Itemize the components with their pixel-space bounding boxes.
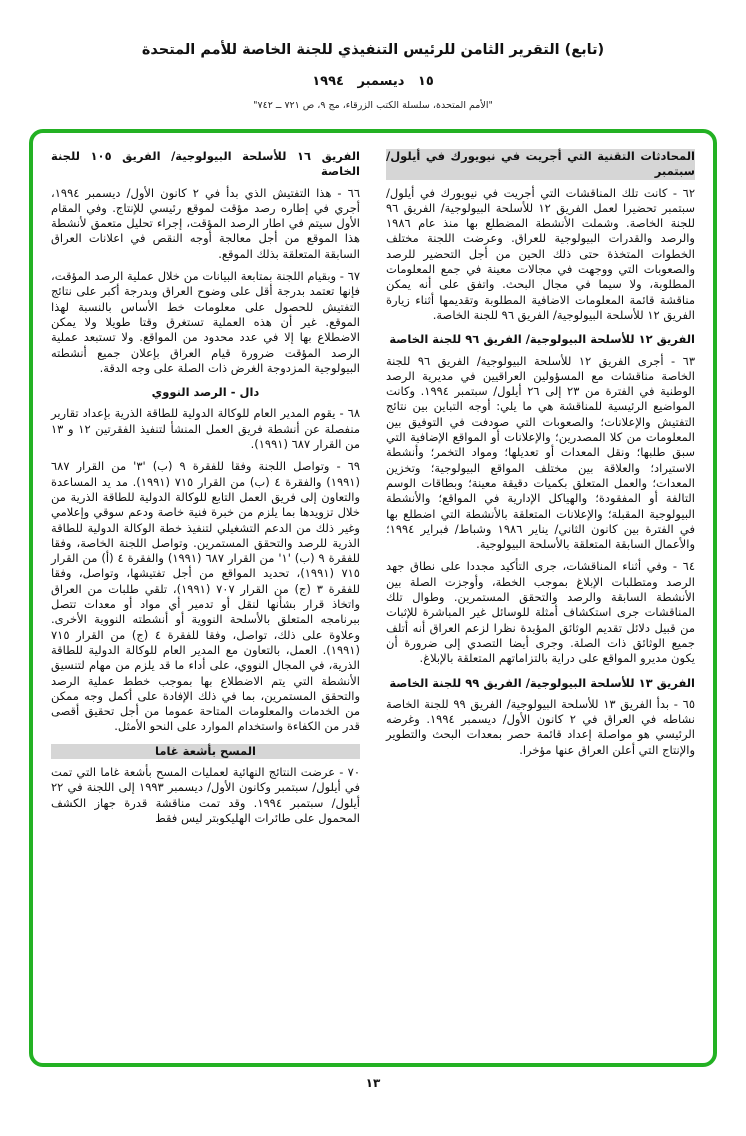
paragraph-70: ٧٠ - عرضت النتائج النهائية لعمليات المسح بأشعة غاما التي تمت في أيلول/ سبتمبر وكانون الأول/ ديسمبر ١٩٩٣ إلى اللجنة في ٢٢ أيلول/ سبتمبر ١٩٩٤. وقد تمت مناقشة قدرة جهاز الكشف المحمول على طائرات الهليكوبتر ليس فقط <box>51 764 360 825</box>
document-header <box>0 42 746 111</box>
section-heading-gamma-survey: المسح بأشعة غاما <box>51 744 360 759</box>
section-heading-team-16: الفريق ١٦ للأسلحة البيولوجية/ الفريق ١٠٥ للجنة الخاصة <box>51 149 361 179</box>
paragraph-69: ٦٩ - وتواصل اللجنة وفقا للفقرة ٩ (ب) '٣' من القرار ٦٨٧ (١٩٩١) والفقرة ٤ (ب) من القرار ٧١٥ (١٩٩١). مد يد المساعدة والتعاون إلى فريق العمل التابع للوكالة الدولية للطاقة الذرية من خلال تزويدها بما يلزم من خبرة فنية خاصة ودعم سوقي وإعلامي وغير ذلك من الدعم التشغيلي لتنفيذ خطة الوكالة الدولية للطاقة الذرية للرصد والتحقق المستمرين. وتواصل اللجنة الخاصة، وفقا للفقرة ٩ (ب) '١' من القرار ٦٨٧ (١٩٩١) والفقرة ٤ (أ) من القرار ٧١٥ (١٩٩١)، تحديد المواقع من أجل تفتيشها، وتواصل، وفقا للفقرة ٣ (ج) من القرار ٧٠٧ (١٩٩١)، تلقي طلبات من العراق واتخاذ قرار بشأنها لنقل أو تدمير أي مواد أو معدات تتصل ببرنامجه المتعلق بالأسلحة النووية أو أنشطته النووية الأخرى. وعلاوة على ذلك، تواصل، وفقا للفقرة ٤ (ج) من القرار ٧١٥ (١٩٩١). العمل، بالتعاون مع المدير العام للوكالة الدولية للطاقة الذرية، في المجال النووي، على أداء ما قد يلزم من مهام لتنسيق الأنشطة التي يتم الاضطلاع بها بموجب خطط عملية الرصد والتحقق المستمرين، بما في ذلك الإفادة على أكمل وجه ممكن من الخدمات والمعلومات المتاحة عموما من أجل تحقيق أقصى قدر من الكفاءة واستخدام الموارد على النحو الأمثل. <box>51 459 361 734</box>
two-column-layout <box>51 149 695 1051</box>
section-heading-team-12: الفريق ١٢ للأسلحة البيولوجية/ الفريق ٩٦ للجنة الخاصة <box>389 332 695 347</box>
content-border-box <box>29 129 717 1067</box>
section-heading-team-13: الفريق ١٣ للأسلحة البيولوجية/ الفريق ٩٩ للجنة الخاصة <box>389 675 695 690</box>
section-heading-nuclear-monitoring: دال - الرصد النووي <box>151 385 260 400</box>
column-left <box>51 149 360 1051</box>
paragraph-64: ٦٤ - وفي أثناء المناقشات، جرى التأكيد مجددا على نطاق جهد الرصد ومتطلبات الإبلاغ بموجب الخطة، وأوجزت الصلة بين الأنشطة السابقة والرصد والتحقق المستمرين. وطوال تلك المناقشات جرى استكشاف أمثلة للوسائل غير المباشرة للإثبات من قبيل دلائل تقديم الوثائق المؤيدة نظرا لزعم العراق أنه أتلف جميع الوثائق ذات الصلة. وجرى أيضا التصدي إلى ضرورة أن يكون مديرو المواقع على دراية بالتزاماتهم المتعلقة بالإبلاغ. <box>386 559 695 666</box>
source-citation: "الأمم المتحدة، سلسلة الكتب الزرقاء، مج ٩، ص ٧٢١ ــ ٧٤٢" <box>253 100 493 111</box>
paragraph-62: ٦٢ - كانت تلك المناقشات التي أجريت في نيويورك في أيلول/ سبتمبر تحضيرا لعمل الفريق ١٢ للأسلحة البيولوجية/ الفريق ٩٦ للجنة الخاصة. وشملت الأنشطة المضطلع بها منذ عام ١٩٨٦ والرصد والقدرات البيولوجية للعراق. وعرضت اللجنة مختلف الخطوات المتخذة حتى ذلك الحين من أجل التحضير للرصد والصعوبات التي ووجهت في مجالات معينة في جمع المعلومات المطلوبة، ولا سيما في مجال البحث. واتفق على أنه يمكن مناقشة قائمة المعلومات الاضافية المطلوبة وتقديمها أثناء زيارة الفريق ١٢ للأسلحة البيولوجية/ الفريق ٩٦ للجنة الخاصة. <box>386 185 695 322</box>
paragraph-66: ٦٦ - هذا التفتيش الذي بدأ في ٢ كانون الأول/ ديسمبر ١٩٩٤، أجري في إطاره رصد مؤقت لموقع رئيسي للإنتاج. وفي المقام الأول سيتم في اطار الرصد المؤقت، إجراء تحليل متعمق لأنشطة هذا الموقع من أجل معالجة أوجه النقص في اعلانات العراق السابقة المتعلقة بذلك الموقع. <box>51 185 360 261</box>
section-heading-technical-talks: المحادثات التقنية التي أجريت في نيويورك في أيلول/ سبتمبر <box>386 149 695 179</box>
column-right <box>386 149 695 1051</box>
paragraph-68: ٦٨ - يقوم المدير العام للوكالة الدولية للطاقة الذرية بإعداد تقارير منفصلة عن أنشطة فريق العمل المنشأ لتنفيذ الفقرتين ١٢ و ١٣ من القرار ٦٨٧ (١٩٩١). <box>51 406 360 452</box>
page-number: ١٣ <box>365 1076 381 1090</box>
paragraph-63: ٦٣ - أجرى الفريق ١٢ للأسلحة البيولوجية/ الفريق ٩٦ للجنة الخاصة مناقشات مع المسؤولين العراقيين في مديرية الرصد الوطنية في الفترة من ٢٣ إلى ٢٦ أيلول/ سبتمبر ١٩٩٤. وكانت المواضيع الرئيسية للمناقشة هي ما يلي: أوجه التباين بين نتائج التفتيش والإعلانات؛ والصعوبات التي صودفت في التوفيق بين المعلومات من كلا المصدرين؛ والإعلانات أو المواقع الإضافية التي سبق طلبها؛ ونقل المعدات أو تعديلها؛ ومواد التخمر؛ وأنشطة الاستيراد؛ والعلاقة بين مختلف المواقع البيولوجية؛ وتخزين المعدات؛ والعمل المتعلق بكميات دقيقة معينة؛ وبطاقات الوسم التالفة أو المفقودة؛ والهياكل الإدارية في المواقع؛ والأنشطة البيولوجية المقبلة؛ والإعلانات المتعلقة بالأنشطة التي اضطلع بها في الفترة بين كانون الثاني/ يناير ١٩٨٦ وشباط/ فبراير ١٩٩٤؛ والأعمال السابقة المتعلقة بالأسلحة البيولوجية. <box>386 353 695 552</box>
report-date: ١٥ ديسمبر ١٩٩٤ <box>312 74 434 89</box>
paragraph-67: ٦٧ - وبقيام اللجنة بمتابعة البيانات من خلال عملية الرصد المؤقت، فإنها تعتمد بدرجة أقل على وضوح العراق وبدرجة أكبر على نتائج التفتيش للحصول على معلومات خط الأساس بالنسبة لهذا الموقع. غير أن هذه العملية تستغرق وقتا طويلا ولا يمكن الاضطلاع بها إلا في عدد محدود من المواقع. ولا تستبعد عملية الرصد المؤقت ضرورة قيام العراق بإعلان جميع أنشطته البيولوجية المزدوجة الغرض ذات الصلة على وجه الدقة. <box>51 269 360 375</box>
report-title: (تابع) التقرير الثامن للرئيس التنفيذي للجنة الخاصة للأمم المتحدة <box>141 42 605 58</box>
paragraph-65: ٦٥ - بدأ الفريق ١٣ للأسلحة البيولوجية/ الفريق ٩٩ للجنة الخاصة نشاطه في العراق في ٢ كانون الأول/ ديسمبر ١٩٩٤. وغرضه الرئيسي هو مواصلة إعداد قائمة حصر بمعدات البحث والتطوير والإنتاج التي أعلن العراق عنها مؤخرا. <box>386 696 696 757</box>
